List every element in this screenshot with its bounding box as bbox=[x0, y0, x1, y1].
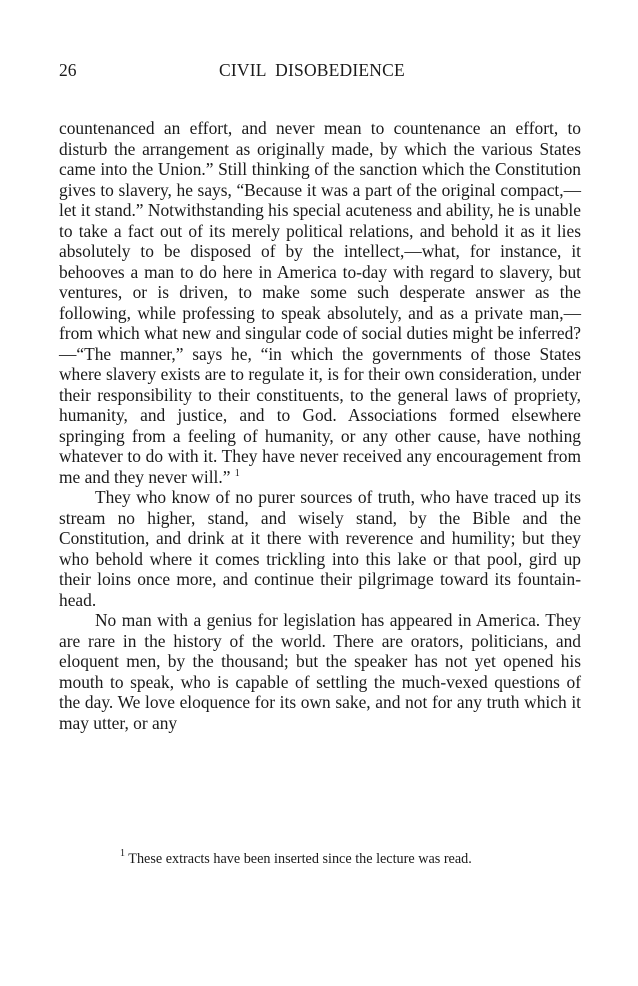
footnote bbox=[120, 850, 581, 868]
body-text bbox=[59, 118, 581, 733]
paragraph: They who know of no purer sources of truth, who have traced up its stream no higher, stand, and wisely stand, by the Bible and the Constitution, and drink at it there with reverence and humility; but they who behold where it comes trickling into this lake or that pool, gird up their loins once more, and continue their pilgrimage toward its fountain-head. bbox=[59, 487, 581, 610]
running-title: CIVIL DISOBEDIENCE bbox=[219, 60, 405, 80]
footnote-text: These extracts have been inserted since the lecture was read. bbox=[128, 851, 472, 867]
page-header bbox=[59, 58, 581, 82]
footnote-marker: 1 bbox=[120, 848, 125, 859]
paragraph bbox=[59, 118, 581, 487]
page-number: 26 bbox=[59, 60, 77, 80]
footnote-reference: 1 bbox=[234, 467, 240, 479]
paragraph-text: countenanced an effort, and never mean to countenance an effort, to disturb the arrangement as originally made, by which the various States came into the Union.” Still thinking of the sanction which the Constitution gives to slavery, he says, “Because it was a part of the original compact,—let it stand.” Notwithstanding his special acuteness and ability, he is unable to take a fact out of its merely political relations, and behold it as it lies absolutely to be disposed of by the intellect,—what, for instance, it behooves a man to do here in America to-day with regard to slavery, but ventures, or is driven, to make some such desperate answer as the following, while professing to speak absolutely, and as a private man,—from which what new and singular code of social duties might be inferred?—“The manner,” says he, “in which the governments of those States where slavery exists are to regulate it, is for their own consideration, under their responsibility to their constituents, to the general laws of propriety, humanity, and justice, and to God. Associations formed elsewhere springing from a feeling of humanity, or any other cause, have nothing whatever to do with it. They have never received any encouragement from me and they never will.” bbox=[59, 118, 581, 487]
paragraph: No man with a genius for legislation has appeared in America. They are rare in the history of the world. There are orators, politicians, and eloquent men, by the thousand; but the speaker has not yet opened his mouth to speak, who is capable of settling the much-vexed questions of the day. We love eloquence for its own sake, and not for any truth which it may utter, or any bbox=[59, 610, 581, 733]
